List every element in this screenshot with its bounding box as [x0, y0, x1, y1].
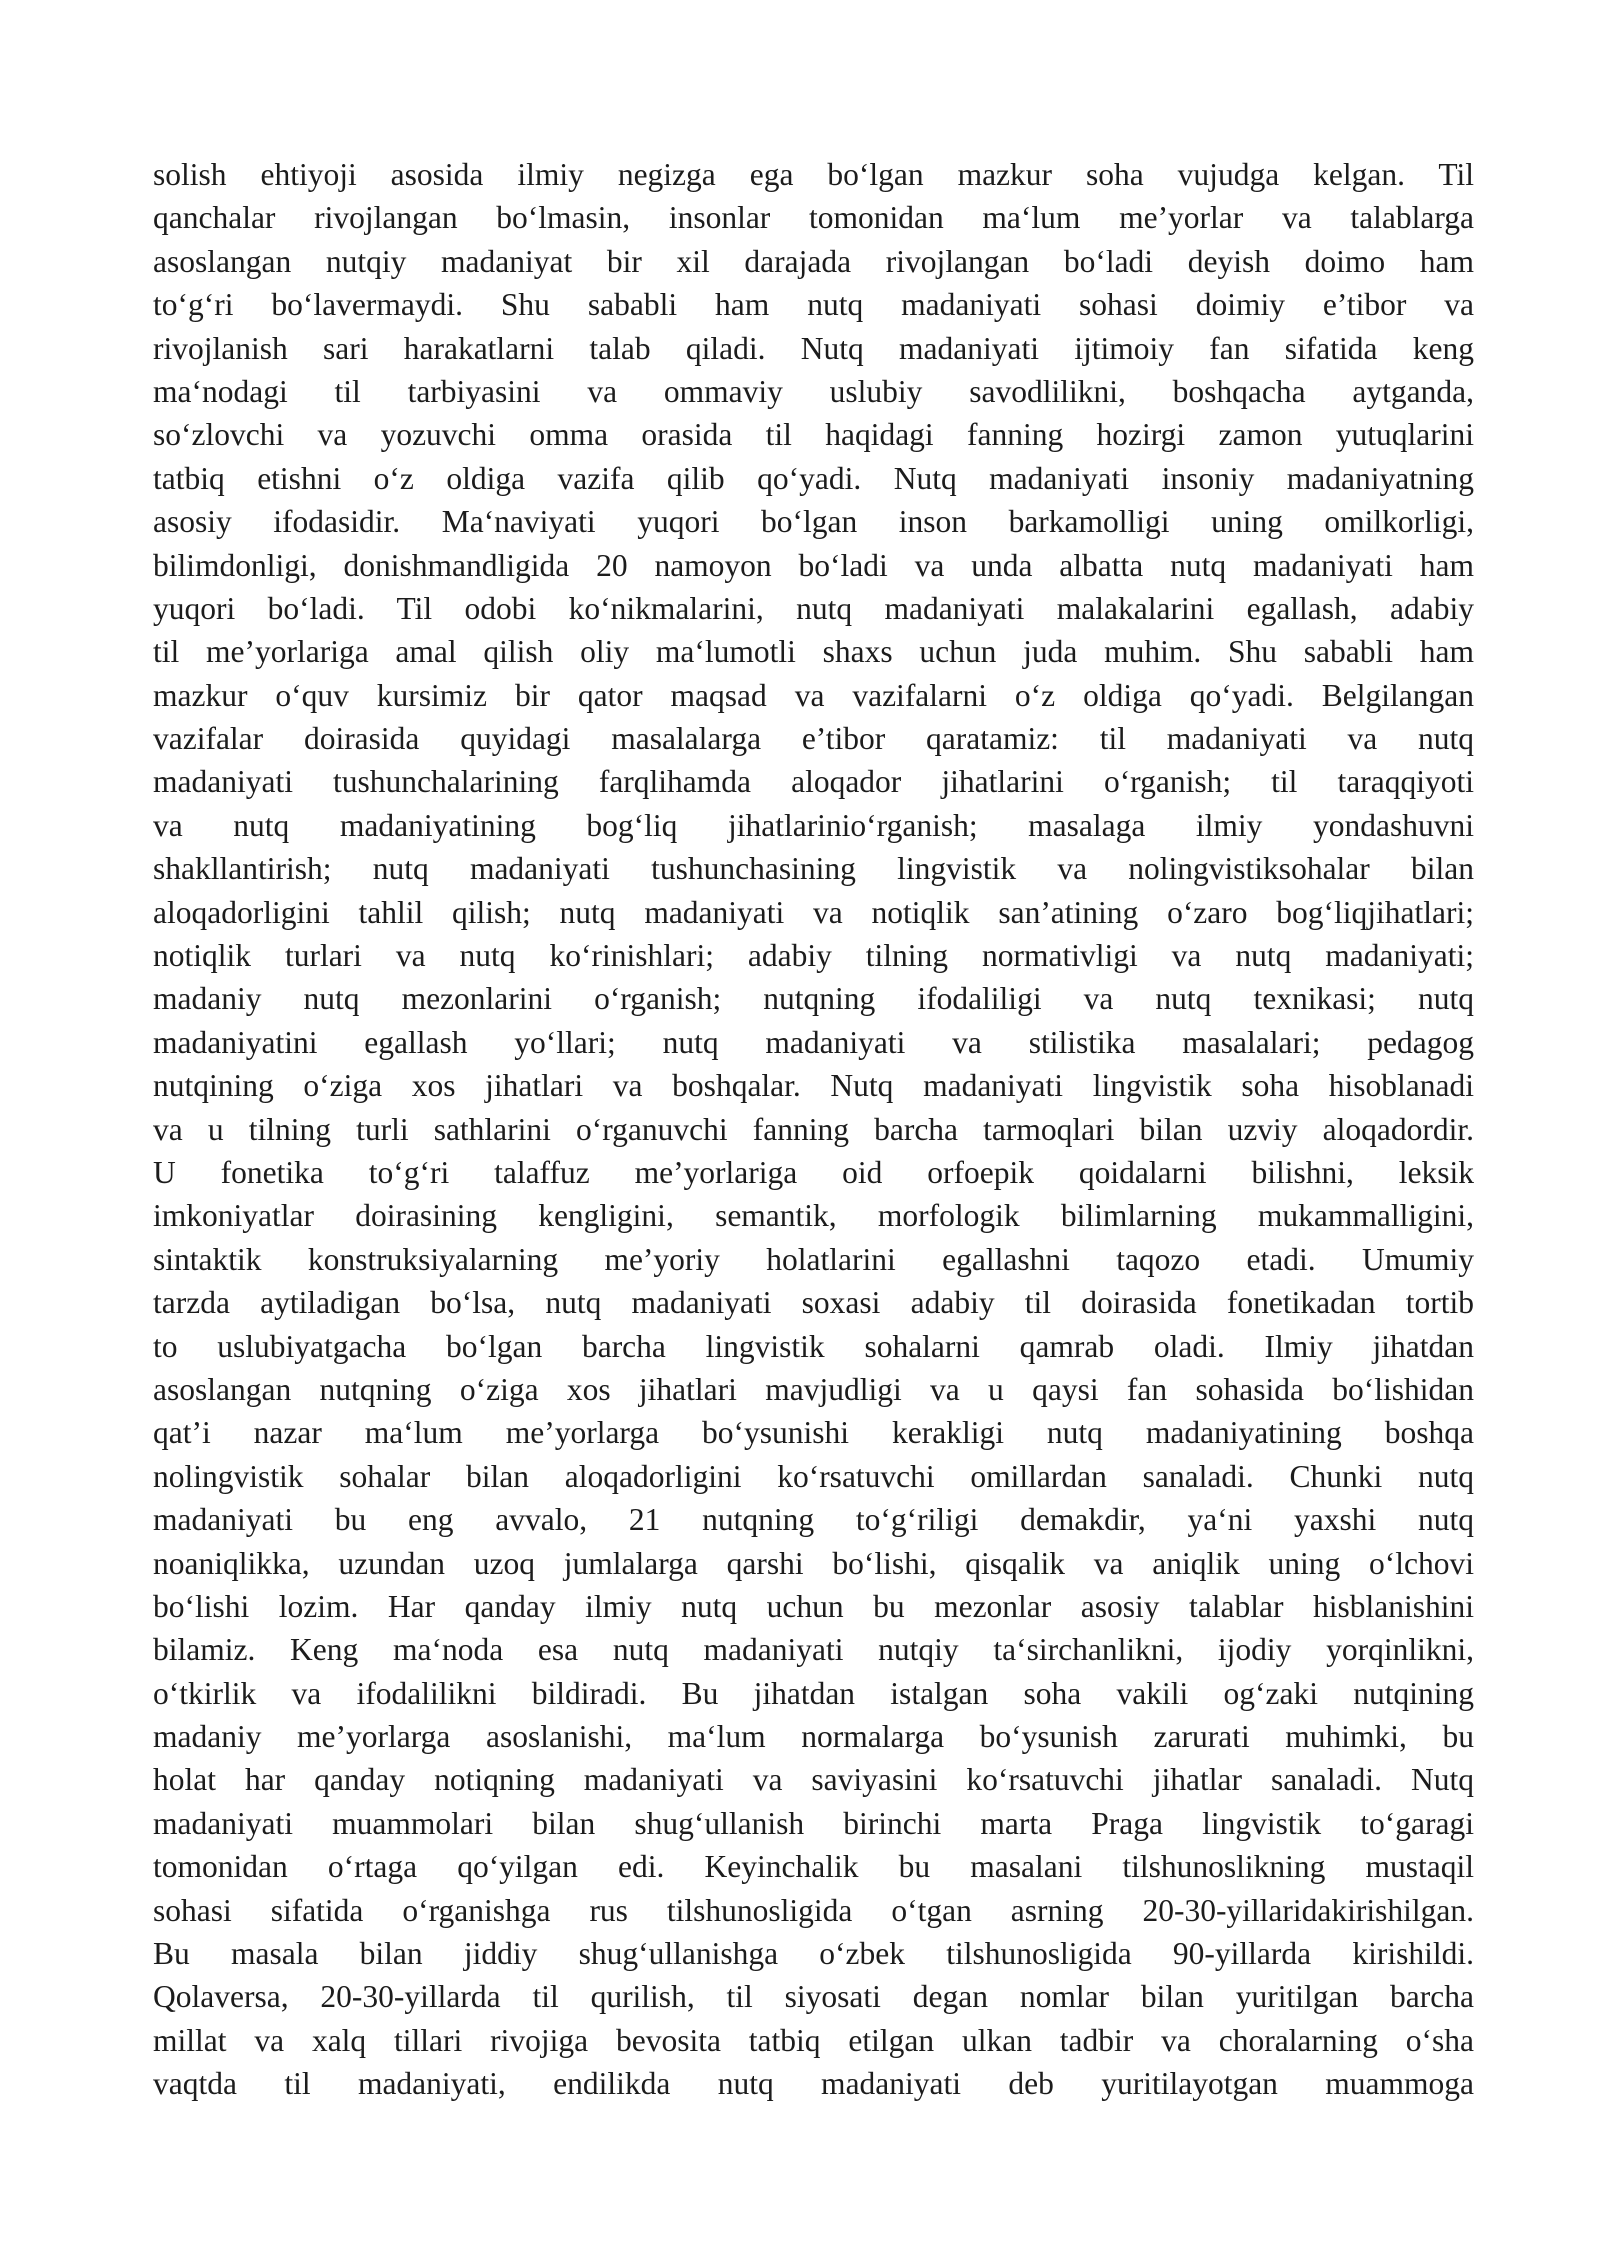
- text-line: tatbiq etishni o‘z oldiga vazifa qilib qo‘yadi. Nutq madaniyati insoniy madaniyatning: [153, 460, 1474, 496]
- text-line: millat va xalq tillari rivojiga bevosita tatbiq etilgan ulkan tadbir va choralarning o‘sha: [153, 2022, 1474, 2058]
- text-line: to uslubiyatgacha bo‘lgan barcha lingvistik sohalarni qamrab oladi. Ilmiy jihatdan: [153, 1328, 1474, 1364]
- text-line: nolingvistik sohalar bilan aloqadorligini ko‘rsatuvchi omillardan sanaladi. Chunki nutq: [153, 1458, 1474, 1494]
- text-line: bilamiz. Keng ma‘noda esa nutq madaniyati nutqiy ta‘sirchanlikni, ijodiy yorqinlikni,: [153, 1632, 1474, 1668]
- text-line: til me’yorlariga amal qilish oliy ma‘lumotli shaxs uchun juda muhim. Shu sababli ham: [153, 634, 1474, 670]
- text-line: tarzda aytiladigan bo‘lsa, nutq madaniyati soxasi adabiy til doirasida fonetikadan tortib: [153, 1285, 1474, 1321]
- text-line: o‘tkirlik va ifodalilikni bildiradi. Bu jihatdan istalgan soha vakili og‘zaki nutqining: [153, 1675, 1474, 1711]
- text-line: madaniyati bu eng avvalo, 21 nutqning to‘g‘riligi demakdir, ya‘ni yaxshi nutq: [153, 1502, 1474, 1538]
- text-line: notiqlik turlari va nutq ko‘rinishlari; adabiy tilning normativligi va nutq madaniyati;: [153, 938, 1474, 974]
- text-line: qat’i nazar ma‘lum me’yorlarga bo‘ysunishi kerakligi nutq madaniyatining boshqa: [153, 1415, 1474, 1451]
- text-line: va nutq madaniyatining bog‘liq jihatlarinio‘rganish; masalaga ilmiy yondashuvni: [153, 807, 1474, 843]
- text-line: va u tilning turli sathlarini o‘rganuvchi fanning barcha tarmoqlari bilan uzviy aloqadordir.: [153, 1111, 1474, 1147]
- text-line: vaqtda til madaniyati, endilikda nutq madaniyati deb yuritilayotgan muammoga: [153, 2066, 1474, 2102]
- text-line: solish ehtiyoji asosida ilmiy negizga ega bo‘lgan mazkur soha vujudga kelgan. Til: [153, 157, 1474, 192]
- text-line: to‘g‘ri bo‘lavermaydi. Shu sababli ham nutq madaniyati sohasi doimiy e’tibor va: [153, 287, 1474, 323]
- text-line: yuqori bo‘ladi. Til odobi ko‘nikmalarini, nutq madaniyati malakalarini egallash, adabiy: [153, 590, 1474, 626]
- body-text: [153, 153, 1474, 2106]
- text-line: noaniqlikka, uzundan uzoq jumlalarga qarshi bo‘lishi, qisqalik va aniqlik uning o‘lchovi: [153, 1545, 1474, 1581]
- text-line: bilimdonligi, donishmandligida 20 namoyon bo‘ladi va unda albatta nutq madaniyati ham: [153, 547, 1474, 583]
- text-line: qanchalar rivojlangan bo‘lmasin, insonlar tomonidan ma‘lum me’yorlar va talablarga: [153, 200, 1474, 236]
- text-line: asoslangan nutqning o‘ziga xos jihatlari mavjudligi va u qaysi fan sohasida bo‘lishidan: [153, 1371, 1474, 1407]
- text-line: madaniy nutq mezonlarini o‘rganish; nutqning ifodaliligi va nutq texnikasi; nutq: [153, 981, 1474, 1017]
- text-line: nutqining o‘ziga xos jihatlari va boshqalar. Nutq madaniyati lingvistik soha hisoblanadi: [153, 1068, 1474, 1104]
- text-line: madaniyati muammolari bilan shug‘ullanish birinchi marta Praga lingvistik to‘garagi: [153, 1805, 1474, 1841]
- text-line: madaniyati tushunchalarining farqlihamda aloqador jihatlarini o‘rganish; til taraqqiyoti: [153, 764, 1474, 800]
- text-line: vazifalar doirasida quyidagi masalalarga e’tibor qaratamiz: til madaniyati va nutq: [153, 721, 1474, 757]
- text-line: asoslangan nutqiy madaniyat bir xil darajada rivojlangan bo‘ladi deyish doimo ham: [153, 243, 1474, 279]
- text-line: tomonidan o‘rtaga qo‘yilgan edi. Keyinchalik bu masalani tilshunoslikning mustaqil: [153, 1849, 1474, 1885]
- text-line: so‘zlovchi va yozuvchi omma orasida til haqidagi fanning hozirgi zamon yutuqlarini: [153, 417, 1474, 453]
- text-line: sintaktik konstruksiyalarning me’yoriy holatlarini egallashni taqozo etadi. Umumiy: [153, 1241, 1474, 1277]
- text-line: Bu masala bilan jiddiy shug‘ullanishga o‘zbek tilshunosligida 90-yillarda kirishildi.: [153, 1936, 1474, 1972]
- text-line: U fonetika to‘g‘ri talaffuz me’yorlariga oid orfoepik qoidalarni bilishni, leksik: [153, 1154, 1474, 1190]
- text-line: ma‘nodagi til tarbiyasini va ommaviy uslubiy savodlilikni, boshqacha aytganda,: [153, 373, 1474, 409]
- text-line: imkoniyatlar doirasining kengligini, semantik, morfologik bilimlarning mukammalligini,: [153, 1198, 1474, 1234]
- text-line: Qolaversa, 20-30-yillarda til qurilish, til siyosati degan nomlar bilan yuritilgan barcha: [153, 1979, 1474, 2015]
- text-line: sohasi sifatida o‘rganishga rus tilshunosligida o‘tgan asrning 20-30-yillaridakirishilgan.: [153, 1892, 1474, 1928]
- text-line: asosiy ifodasidir. Ma‘naviyati yuqori bo‘lgan inson barkamolligi uning omilkorligi,: [153, 504, 1474, 540]
- text-line: holat har qanday notiqning madaniyati va saviyasini ko‘rsatuvchi jihatlar sanaladi. Nutq: [153, 1762, 1474, 1798]
- text-line: aloqadorligini tahlil qilish; nutq madaniyati va notiqlik san’atining o‘zaro bog‘liqjihatlari;: [153, 894, 1474, 930]
- text-line: madaniy me’yorlarga asoslanishi, ma‘lum normalarga bo‘ysunish zarurati muhimki, bu: [153, 1719, 1474, 1755]
- text-line: shakllantirish; nutq madaniyati tushunchasining lingvistik va nolingvistiksohalar bilan: [153, 851, 1474, 887]
- text-line: madaniyatini egallash yo‘llari; nutq madaniyati va stilistika masalalari; pedagog: [153, 1024, 1474, 1060]
- text-line: mazkur o‘quv kursimiz bir qator maqsad va vazifalarni o‘z oldiga qo‘yadi. Belgilangan: [153, 677, 1474, 713]
- text-line: rivojlanish sari harakatlarni talab qiladi. Nutq madaniyati ijtimoiy fan sifatida keng: [153, 330, 1474, 366]
- text-line: bo‘lishi lozim. Har qanday ilmiy nutq uchun bu mezonlar asosiy talablar hisblanishini: [153, 1588, 1474, 1624]
